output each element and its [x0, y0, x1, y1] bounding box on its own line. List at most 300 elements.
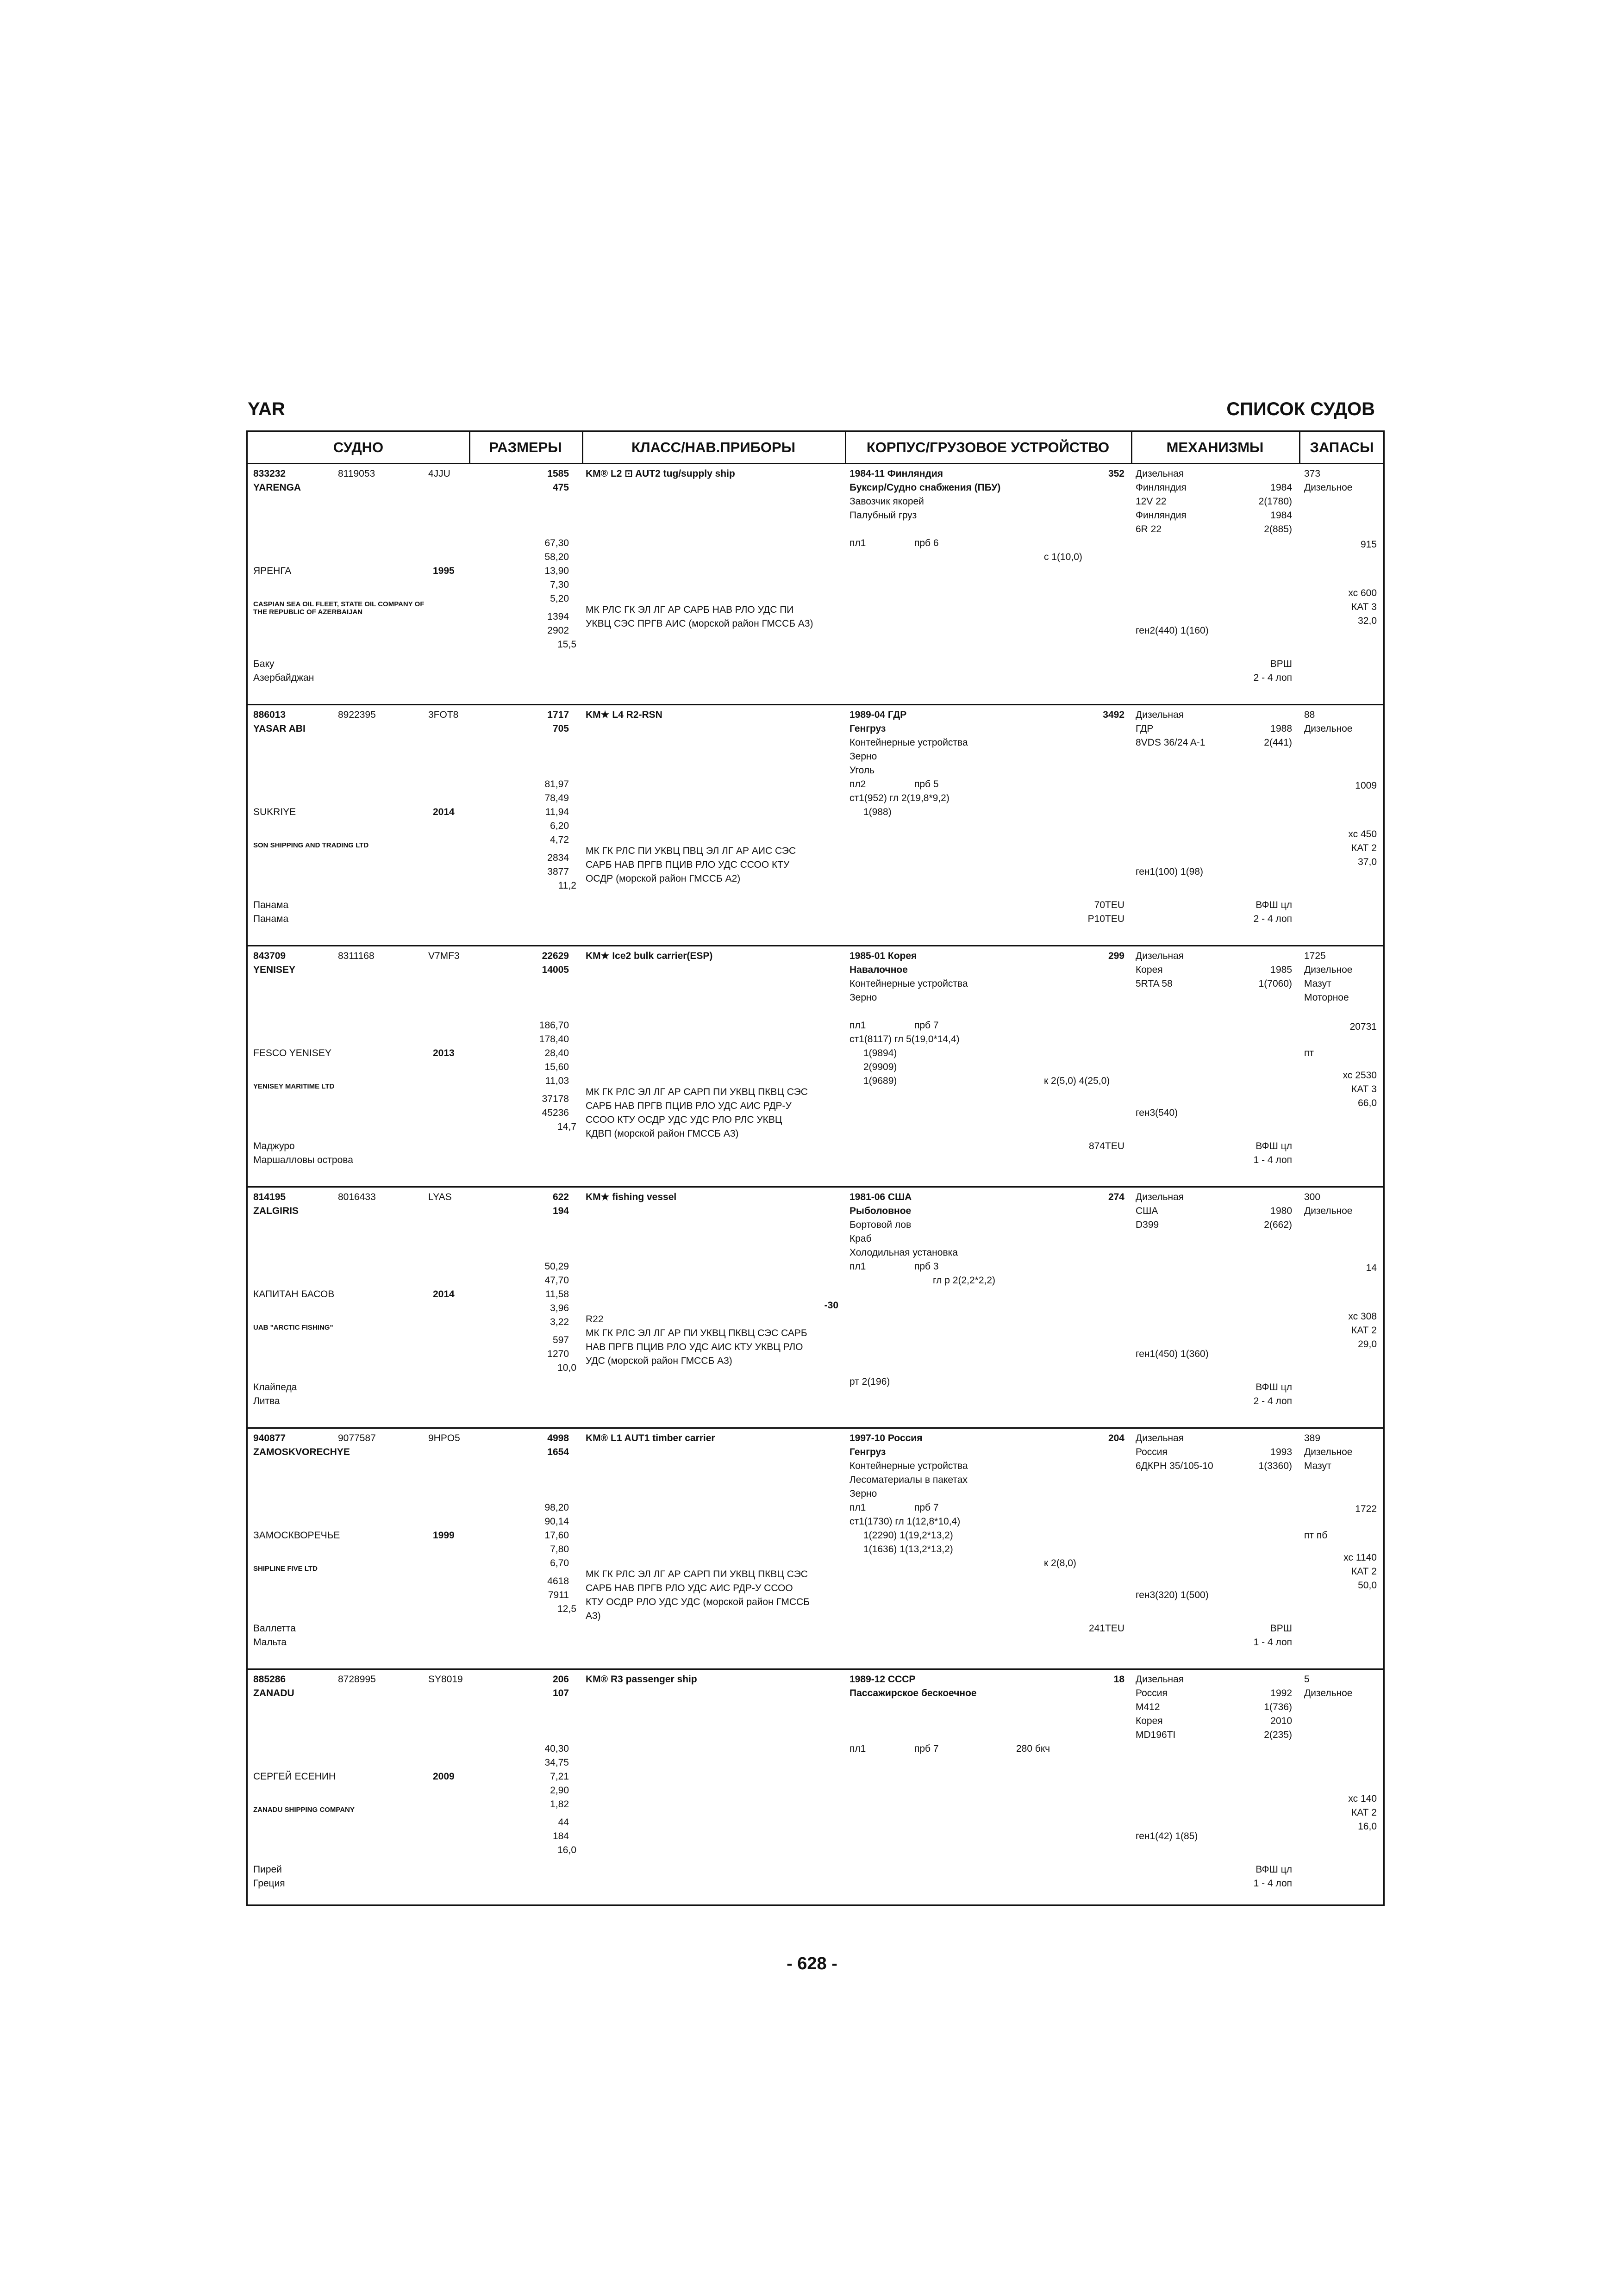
- former-name-year: 1995: [433, 566, 455, 576]
- dimension-value: 6,70: [550, 1558, 569, 1568]
- machinery-item: 8VDS 36/24 A-1: [1136, 737, 1206, 748]
- fuel-capacity: 20731: [1349, 1021, 1377, 1032]
- cargo-gear: Холодильная установка: [849, 1247, 958, 1258]
- generators: ген1(450) 1(360): [1136, 1349, 1209, 1359]
- supply-misc: 32,0: [1358, 616, 1377, 626]
- speed: 16,0: [557, 1845, 576, 1855]
- machinery-item: 5RTA 58: [1136, 978, 1173, 989]
- reg-number: 886013: [253, 709, 286, 720]
- build-info: 1989-12 СССР: [849, 1674, 916, 1685]
- imo-number: 8728995: [338, 1674, 376, 1685]
- holds: прб 6: [914, 538, 939, 548]
- supply-item: Дизельное: [1304, 964, 1353, 975]
- nav-equipment-line: САРБ НАВ ПРГВ ПЦИВ РЛО УДС ССОО КТУ: [586, 859, 790, 870]
- nav-equipment-line: САРБ НАВ ПРГВ ПЦИВ РЛО УДС АИС РДР-У: [586, 1101, 792, 1111]
- header-left: YAR: [248, 399, 285, 419]
- port: Панама: [253, 900, 289, 910]
- hold-info: 1(1636) 1(13,2*13,2): [863, 1544, 953, 1555]
- propeller-blades: 1 - 4 лоп: [1253, 1637, 1292, 1648]
- cranes: к 2(5,0) 4(25,0): [1044, 1076, 1110, 1086]
- hull-bottom-info: рт 2(196): [849, 1376, 890, 1387]
- machinery-value: 1985: [1270, 964, 1292, 975]
- cargo-gear: Зерно: [849, 1488, 877, 1499]
- deadweight-value: 1394: [547, 611, 569, 622]
- supply-misc: КАТ 3: [1351, 602, 1377, 612]
- hull-number: 299: [1108, 951, 1124, 961]
- build-info: 1984-11 Финляндия: [849, 468, 943, 479]
- hold-info: ст1(1730) гл 1(12,8*10,4): [849, 1516, 961, 1527]
- speed: 15,5: [557, 639, 576, 650]
- supply-misc: 37,0: [1358, 857, 1377, 867]
- engine-type: Дизельная: [1136, 951, 1184, 961]
- machinery-value: 2(235): [1264, 1730, 1292, 1740]
- propeller: ВФШ цл: [1255, 900, 1292, 910]
- engine-type: Дизельная: [1136, 468, 1184, 479]
- hull-number: 18: [1113, 1674, 1124, 1685]
- holds: прб 7: [914, 1743, 939, 1754]
- supply-misc: 66,0: [1358, 1098, 1377, 1108]
- former-name-year: 2013: [433, 1048, 455, 1058]
- supply-extra: пт: [1304, 1048, 1314, 1058]
- cargo-gear: Зерно: [849, 992, 877, 1003]
- hold-info: ст1(8117) гл 5(19,0*14,4): [849, 1034, 960, 1045]
- supply-item: Дизельное: [1304, 1447, 1353, 1457]
- teu-capacity: 874TEU: [1088, 1141, 1124, 1151]
- hold-info: гл р 2(2,2*2,2): [933, 1275, 996, 1286]
- dimension-value: 3,96: [550, 1303, 569, 1313]
- supply-item: Моторное: [1304, 992, 1349, 1003]
- dimension-value: 58,20: [544, 552, 569, 562]
- ship-record: [248, 1188, 1383, 1429]
- flag: Панама: [253, 914, 289, 924]
- supply-item: Дизельное: [1304, 723, 1353, 734]
- hull-type: Навалочное: [849, 964, 908, 975]
- speed: 14,7: [557, 1121, 576, 1132]
- dimension-value: 3,22: [550, 1317, 569, 1327]
- deadweight-value: 3877: [547, 866, 569, 877]
- dimension-value: 7,30: [550, 579, 569, 590]
- machinery-value: 1992: [1270, 1688, 1292, 1699]
- ship-table: [246, 430, 1385, 1906]
- supply-misc: хс 450: [1348, 829, 1377, 840]
- cargo-gear: Бортовой лов: [849, 1220, 912, 1230]
- dimension-value: 81,97: [544, 779, 569, 790]
- supply-item: 88: [1304, 709, 1315, 720]
- machinery-value: 1993: [1270, 1447, 1292, 1457]
- hull-type: Рыболовное: [849, 1206, 912, 1216]
- supply-item: Дизельное: [1304, 1206, 1353, 1216]
- machinery-item: США: [1136, 1206, 1158, 1216]
- dimension-value: 4,72: [550, 834, 569, 845]
- hull-number: 3492: [1103, 709, 1124, 720]
- machinery-item: 6R 22: [1136, 524, 1162, 535]
- teu-capacity: 241TEU: [1088, 1623, 1124, 1634]
- col-supplies: ЗАПАСЫ: [1310, 439, 1374, 455]
- hull-type: Буксир/Судно снабжения (ПБУ): [849, 482, 1001, 493]
- generators: ген1(100) 1(98): [1136, 866, 1204, 877]
- propeller-blades: 1 - 4 лоп: [1253, 1155, 1292, 1165]
- hull-number: 274: [1108, 1192, 1124, 1202]
- gross-tonnage: 22629: [542, 951, 569, 961]
- nav-equipment-line: ОСДР (морской район ГМССБ А2): [586, 873, 741, 884]
- deadweight-value: 44: [558, 1817, 569, 1828]
- class-notation: KM★ L4 R2-RSN: [586, 709, 662, 720]
- reg-number: 843709: [253, 951, 286, 961]
- owner: CASPIAN SEA OIL FLEET, STATE OIL COMPANY OF THE REPUBLIC OF AZERBAIJAN: [253, 600, 425, 616]
- former-name-year: 2014: [433, 807, 455, 817]
- ship-record: [248, 946, 1383, 1188]
- dimension-value: 47,70: [544, 1275, 569, 1286]
- machinery-item: ГДР: [1136, 723, 1154, 734]
- hull-number: 204: [1108, 1433, 1124, 1444]
- holds: прб 7: [914, 1502, 939, 1513]
- supply-item: Дизельное: [1304, 1688, 1353, 1699]
- supply-misc: хс 308: [1348, 1311, 1377, 1322]
- engine-type: Дизельная: [1136, 1192, 1184, 1202]
- machinery-item: D399: [1136, 1220, 1159, 1230]
- machinery-value: 2(662): [1264, 1220, 1292, 1230]
- dimension-value: 186,70: [539, 1020, 569, 1031]
- machinery-item: 6ДКРН 35/105-10: [1136, 1461, 1213, 1471]
- supply-misc: хс 2530: [1343, 1070, 1377, 1081]
- supply-misc: КАТ 3: [1351, 1084, 1377, 1095]
- former-name: ЯРЕНГА: [253, 566, 292, 576]
- propeller: ВРШ: [1270, 1623, 1292, 1634]
- reg-number: 833232: [253, 468, 286, 479]
- machinery-item: Россия: [1136, 1447, 1168, 1457]
- build-info: 1989-04 ГДР: [849, 709, 907, 720]
- supply-extra: пт пб: [1304, 1530, 1328, 1541]
- propeller: ВФШ цл: [1255, 1382, 1292, 1393]
- class-notation: KM★ Ice2 bulk carrier(ESP): [586, 951, 713, 961]
- former-name-year: 2009: [433, 1771, 455, 1782]
- supply-misc: 50,0: [1358, 1580, 1377, 1591]
- decks: пл2: [849, 779, 866, 790]
- nav-equipment-line: УДС (морской район ГМССБ А3): [586, 1356, 732, 1366]
- decks: пл1: [849, 1743, 866, 1754]
- dimension-value: 6,20: [550, 821, 569, 831]
- gross-tonnage: 4998: [547, 1433, 569, 1444]
- net-tonnage: 475: [552, 482, 569, 493]
- hold-info: 1(988): [863, 807, 892, 817]
- dimension-value: 15,60: [544, 1062, 569, 1072]
- reg-number: 814195: [253, 1192, 286, 1202]
- flag: Греция: [253, 1878, 285, 1889]
- net-tonnage: 1654: [547, 1447, 569, 1457]
- build-info: 1997-10 Россия: [849, 1433, 923, 1444]
- call-sign: 3FOT8: [428, 709, 459, 720]
- reg-number: 885286: [253, 1674, 286, 1685]
- flag: Азербайджан: [253, 672, 314, 683]
- supply-item: 300: [1304, 1192, 1321, 1202]
- dimension-value: 7,80: [550, 1544, 569, 1555]
- propeller-blades: 2 - 4 лоп: [1253, 672, 1292, 683]
- port: Баку: [253, 659, 275, 669]
- deadweight-value: 597: [552, 1335, 569, 1345]
- engine-type: Дизельная: [1136, 1674, 1184, 1685]
- nav-equipment-line: УКВЦ СЭС ПРГВ АИС (морской район ГМССБ А3): [586, 618, 813, 629]
- col-dimensions: РАЗМЕРЫ: [489, 439, 562, 455]
- deadweight-value: 1270: [547, 1349, 569, 1359]
- engine-type: Дизельная: [1136, 709, 1184, 720]
- machinery-item: Россия: [1136, 1688, 1168, 1699]
- machinery-item: Корея: [1136, 964, 1163, 975]
- deadweight-value: 4618: [547, 1576, 569, 1587]
- nav-equipment-line: САРБ НАВ ПРГВ РЛО УДС АИС РДР-У ССОО: [586, 1583, 793, 1593]
- supply-misc: хс 1140: [1343, 1552, 1377, 1563]
- supply-item: Мазут: [1304, 978, 1331, 989]
- reg-number: 940877: [253, 1433, 286, 1444]
- class-notation: KM® R3 passenger ship: [586, 1674, 697, 1685]
- cargo-gear: Контейнерные устройства: [849, 1461, 968, 1471]
- net-tonnage: 107: [552, 1688, 569, 1699]
- port: Валлетта: [253, 1623, 296, 1634]
- class-notation: KM® L1 AUT1 timber carrier: [586, 1433, 715, 1444]
- decks: пл1: [849, 1261, 866, 1272]
- machinery-value: 2(441): [1264, 737, 1292, 748]
- hold-info: ст1(952) гл 2(19,8*9,2): [849, 793, 949, 803]
- dimension-value: 40,30: [544, 1743, 569, 1754]
- dimension-value: 67,30: [544, 538, 569, 548]
- generators: ген3(320) 1(500): [1136, 1590, 1209, 1600]
- flag: Маршалловы острова: [253, 1155, 353, 1165]
- dimension-value: 78,49: [544, 793, 569, 803]
- ship-name: YARENGA: [253, 482, 301, 493]
- cargo-gear: Лесоматериалы в пакетах: [849, 1475, 968, 1485]
- cargo-gear: Зерно: [849, 751, 877, 762]
- machinery-value: 1(736): [1264, 1702, 1292, 1712]
- supply-item: Мазут: [1304, 1461, 1331, 1471]
- flag: Литва: [253, 1396, 280, 1406]
- hull-type: Генгруз: [849, 723, 886, 734]
- supply-item: 373: [1304, 468, 1321, 479]
- former-name: КАПИТАН БАСОВ: [253, 1289, 335, 1300]
- col-class: КЛАСС/НАВ.ПРИБОРЫ: [631, 439, 796, 455]
- fuel-capacity: 1722: [1355, 1504, 1377, 1514]
- supply-misc: КАТ 2: [1351, 843, 1377, 853]
- dimension-value: 11,03: [545, 1076, 569, 1086]
- speed: 10,0: [557, 1363, 576, 1373]
- generators: ген3(540): [1136, 1108, 1178, 1118]
- nav-equipment-line: КТУ ОСДР РЛО УДС УДС (морской район ГМССБ: [586, 1597, 810, 1607]
- call-sign: LYAS: [428, 1192, 452, 1202]
- dimension-value: 5,20: [550, 593, 569, 604]
- cargo-gear: Палубный груз: [849, 510, 917, 521]
- nav-equipment-line: МК ГК РЛС ПИ УКВЦ ПВЦ ЭЛ ЛГ АР АИС СЭС: [586, 846, 796, 856]
- ship-record: [248, 705, 1383, 946]
- owner: UAB "ARCTIC FISHING": [253, 1324, 333, 1332]
- former-name-year: 2014: [433, 1289, 455, 1300]
- supply-misc: хс 600: [1348, 588, 1377, 598]
- teu-capacity: 70TEU: [1094, 900, 1124, 910]
- nav-equipment-line: МК ГК РЛС ЭЛ ЛГ АР САРП ПИ УКВЦ ПКВЦ СЭС: [586, 1569, 808, 1580]
- deadweight-value: 184: [552, 1831, 569, 1842]
- port: Маджуро: [253, 1141, 295, 1151]
- class-notation: KM★ fishing vessel: [586, 1192, 677, 1202]
- dimension-value: 50,29: [544, 1261, 569, 1272]
- imo-number: 8119053: [338, 468, 375, 479]
- flag: Мальта: [253, 1637, 287, 1648]
- supply-item: 1725: [1304, 951, 1326, 961]
- deadweight-value: 2834: [547, 852, 569, 863]
- cranes: 280 бкч: [1016, 1743, 1050, 1754]
- nav-equipment-line: НАВ ПРГВ ПЦИВ РЛО УДС АИС КТУ УКВЦ РЛО: [586, 1342, 803, 1352]
- hold-info: 1(2290) 1(19,2*13,2): [863, 1530, 953, 1541]
- generators: ген1(42) 1(85): [1136, 1831, 1198, 1842]
- fuel-capacity: 1009: [1355, 780, 1377, 791]
- machinery-value: 2(885): [1264, 524, 1292, 535]
- header-right: СПИСОК СУДОВ: [1226, 399, 1375, 419]
- machinery-item: 12V 22: [1136, 496, 1167, 507]
- ship-name: YENISEY: [253, 964, 296, 975]
- col-vessel: СУДНО: [333, 439, 384, 455]
- machinery-item: М412: [1136, 1702, 1160, 1712]
- nav-equipment-line: КДВП (морской район ГМССБ А3): [586, 1128, 739, 1139]
- call-sign: SY8019: [428, 1674, 463, 1685]
- fuel-capacity: 14: [1366, 1263, 1377, 1273]
- supply-misc: КАТ 2: [1351, 1566, 1377, 1577]
- net-tonnage: 705: [552, 723, 569, 734]
- machinery-item: Корея: [1136, 1716, 1163, 1726]
- former-name: ЗАМОСКВОРЕЧЬЕ: [253, 1530, 340, 1541]
- deadweight-value: 2902: [547, 625, 569, 636]
- dimension-value: 13,90: [544, 566, 569, 576]
- machinery-value: 1980: [1270, 1206, 1292, 1216]
- nav-equipment-line: МК ГК РЛС ЭЛ ЛГ АР САРП ПИ УКВЦ ПКВЦ СЭС: [586, 1087, 808, 1097]
- machinery-item: MD196TI: [1136, 1730, 1176, 1740]
- machinery-value: 1984: [1270, 482, 1292, 493]
- dimension-value: 28,40: [544, 1048, 569, 1058]
- gross-tonnage: 206: [552, 1674, 569, 1685]
- supply-misc: КАТ 2: [1351, 1807, 1377, 1818]
- cranes: к 2(8,0): [1044, 1558, 1076, 1568]
- ship-record: [248, 464, 1383, 705]
- hold-info: 1(9894): [863, 1048, 897, 1058]
- machinery-item: Финляндия: [1136, 510, 1187, 521]
- decks: пл1: [849, 1020, 866, 1031]
- dimension-value: 34,75: [544, 1757, 569, 1768]
- gross-tonnage: 622: [552, 1192, 569, 1202]
- ship-name: ZANADU: [253, 1688, 294, 1699]
- owner: YENISEY MARITIME LTD: [253, 1083, 335, 1090]
- dimension-value: 11,94: [545, 807, 569, 817]
- propeller: ВРШ: [1270, 659, 1292, 669]
- supply-item: 5: [1304, 1674, 1310, 1685]
- imo-number: 8311168: [338, 951, 375, 961]
- speed: 11,2: [558, 880, 576, 891]
- nav-equipment-line: МК РЛС ГК ЭЛ ЛГ АР САРБ НАВ РЛО УДС ПИ: [586, 604, 794, 615]
- decks: пл1: [849, 538, 866, 548]
- hull-type: Генгруз: [849, 1447, 886, 1457]
- owner: ZANADU SHIPPING COMPANY: [253, 1806, 355, 1814]
- ship-record: [248, 1429, 1383, 1670]
- generators: ген2(440) 1(160): [1136, 625, 1209, 636]
- hold-info: 2(9909): [863, 1062, 897, 1072]
- build-info: 1985-01 Корея: [849, 951, 917, 961]
- gross-tonnage: 1585: [547, 468, 569, 479]
- imo-number: 8016433: [338, 1192, 376, 1202]
- class-extra: -30: [824, 1300, 838, 1311]
- cargo-gear: Уголь: [849, 765, 875, 776]
- dimension-value: 98,20: [544, 1502, 569, 1513]
- net-tonnage: 194: [552, 1206, 569, 1216]
- owner: SHIPLINE FIVE LTD: [253, 1565, 318, 1573]
- nav-equipment-line: R22: [586, 1314, 604, 1325]
- ship-name: YASAR ABI: [253, 723, 306, 734]
- hull-number: 352: [1108, 468, 1124, 479]
- port: Пирей: [253, 1864, 282, 1875]
- supply-item: 389: [1304, 1433, 1321, 1444]
- former-name: SUKRIYE: [253, 807, 296, 817]
- dimension-value: 17,60: [544, 1530, 569, 1541]
- nav-equipment-line: А3): [586, 1611, 601, 1621]
- column-header-row: [248, 432, 1383, 464]
- cranes: с 1(10,0): [1044, 552, 1082, 562]
- cargo-gear: Контейнерные устройства: [849, 978, 968, 989]
- class-notation: KM® L2 ⊡ AUT2 tug/supply ship: [586, 468, 735, 479]
- call-sign: 4JJU: [428, 468, 450, 479]
- dimension-value: 1,82: [550, 1799, 569, 1810]
- dimension-value: 7,21: [550, 1771, 569, 1782]
- cargo-gear: Контейнерные устройства: [849, 737, 968, 748]
- ship-name: ZALGIRIS: [253, 1206, 299, 1216]
- owner: SON SHIPPING AND TRADING LTD: [253, 841, 369, 849]
- propeller-blades: 1 - 4 лоп: [1253, 1878, 1292, 1889]
- col-machinery: МЕХАНИЗМЫ: [1166, 439, 1264, 455]
- gross-tonnage: 1717: [547, 709, 569, 720]
- deadweight-value: 37178: [542, 1094, 569, 1104]
- hold-info: 1(9689): [863, 1076, 897, 1086]
- machinery-value: 1(3360): [1258, 1461, 1292, 1471]
- deadweight-value: 45236: [542, 1108, 569, 1118]
- call-sign: V7MF3: [428, 951, 460, 961]
- machinery-value: 1988: [1270, 723, 1292, 734]
- propeller: ВФШ цл: [1255, 1141, 1292, 1151]
- supply-misc: хс 140: [1348, 1793, 1377, 1804]
- holds: прб 3: [914, 1261, 939, 1272]
- build-info: 1981-06 США: [849, 1192, 912, 1202]
- machinery-value: 1(7060): [1258, 978, 1292, 989]
- propeller-blades: 2 - 4 лоп: [1253, 1396, 1292, 1406]
- machinery-value: 2(1780): [1258, 496, 1292, 507]
- propeller-blades: 2 - 4 лоп: [1253, 914, 1292, 924]
- former-name: СЕРГЕЙ ЕСЕНИН: [253, 1771, 336, 1782]
- page-number: - 628 -: [787, 1954, 837, 1973]
- holds: прб 5: [914, 779, 939, 790]
- holds: прб 7: [914, 1020, 939, 1031]
- fuel-capacity: 915: [1360, 539, 1377, 550]
- imo-number: 9077587: [338, 1433, 376, 1444]
- cargo-gear: Краб: [849, 1233, 872, 1244]
- hull-bottom-info: P10TEU: [1087, 914, 1124, 924]
- cargo-gear: Завозчик якорей: [849, 496, 924, 507]
- net-tonnage: 14005: [542, 964, 569, 975]
- machinery-value: 2010: [1270, 1716, 1292, 1726]
- port: Клайпеда: [253, 1382, 297, 1393]
- engine-type: Дизельная: [1136, 1433, 1184, 1444]
- imo-number: 8922395: [338, 709, 376, 720]
- machinery-value: 1984: [1270, 510, 1292, 521]
- ship-record: [248, 1670, 1383, 1911]
- deadweight-value: 7911: [548, 1590, 569, 1600]
- ship-name: ZAMOSKVORECHYE: [253, 1447, 350, 1457]
- former-name: FESCO YENISEY: [253, 1048, 331, 1058]
- supply-item: Дизельное: [1304, 482, 1353, 493]
- supply-misc: КАТ 2: [1351, 1325, 1377, 1336]
- dimension-value: 90,14: [544, 1516, 569, 1527]
- decks: пл1: [849, 1502, 866, 1513]
- dimension-value: 2,90: [550, 1785, 569, 1796]
